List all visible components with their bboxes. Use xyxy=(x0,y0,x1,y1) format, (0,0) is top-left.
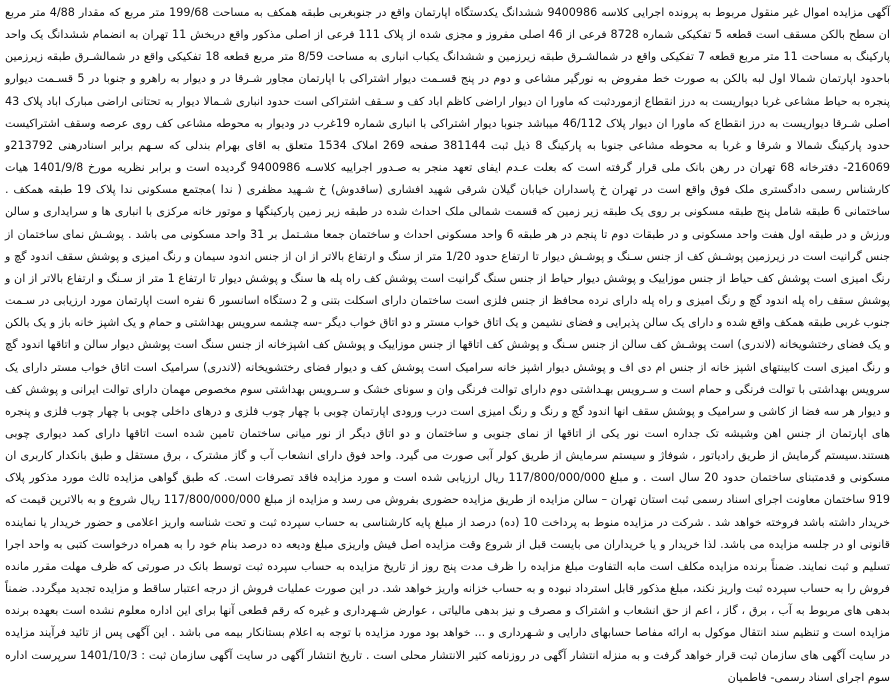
notice-body-text: آگهی مزایده اموال غیر منقول مربوط به پرونده اجرایی کلاسه 9400986 ششدانگ یکدستگاه اپارتمان واقع در جنوبغربی طبقه همکف به مساحت 199/68 متر مربع که مقدار 4/88 متر مربع ان سطح بالکن مسقف است قطعه 5 تفکیکی شماره 8728 فرعی از 46 اصلی مفروز و مجزی شده از پلاک 111 فرعی از اصلی مذکور واقع دربخش 11 تهران به انضمام ششدانگ یک واحد پارکینگ به مساحت 11 متر مربع قطعه 7 تفکیکی واقع در شمالشـرق طبقه زیرزمین و ششدانگ یکباب انباری به مساحت 8/59 متر مربع قطعه 18 تفکیکی واقع در شمالشـرق طبقه زیرزمین باحدود اپارتمان شمالا اول لبه بالکن به صورت خط مفروض به نورگیر مشاعی و دوم در پنج قسـمت دیوار اشتراکی با اپارتمان مجاور شـرقا در و دیوار به راهرو و جنوبا در 5 قسـمت دیوارو پنجره به حیاط مشاعی غربا دیواریست به درز انقطاع ازموردثبت که ماورا ان دیوار اراضی کاظم اباد کف و سـقف اشتراکی است حدود انباری شـمالا دیوار به تحتانی اراضی مبارک اباد پلاک 43 اصلی شـرقا دیواریست به درز انقطاع که ماورا ان دیوار پلاک 46/112 میباشد جنوبا دیوار اشتراکی با انباری شماره 19غرب در ودیوار به محوطه مشاعی کف روی عرصه وسقف اشتراکیست حدود پارکینگ شمالا و شرقا و غربا به محوطه مشاعی جنوبا به پارکینگ 8 ذیل ثبت 381144 صفحه 269 املاک 1534 متعلق به اقای بهرام بندلی که سـهم برابر اسنادرهنی 213792و 216069- دفترخانه 68 تهران در رهن بانک ملی قرار گرفته است که بعلت عـدم ایفای تعهد منجر به صـدور اجراییه کلاسـه 9400986 گردیده است و برابر نظریه مورخ 1401/9/8 هیات کارشناس رسمی دادگستری ملک فوق واقع است در تهران خ پاسداران خیابان گیلان شرقی شهید افشاری (ساقدوش) خ شـهید مظفری ( ندا )مجتمع مسکونی ندا پلاک 19 طبقه همکف . ساختمانی 6 طبقه شامل پنج طبقه مسکونی بر روی یک طبقه زیر زمین که قسمت شمالی ملک احداث شده در طبقه زیر زمین پارکینگها و موتور خانه مرکزی با انباری ها و سرایداری و سالن ورزش و در طبقه اول هفت واحد مسکونی و در طبقات دوم تا پنجم در هر طبقه 6 واحد مسکونی احداث و ساختمان جمعا مشـتمل بر 31 واحد مسکونی می باشد . پوشـش نمای ساختمان از جنس گرانیت است در زیرزمین پوشـش کف از جنس سـنگ و پوشـش دیوار تا ارتفاع حدود 1/20 متر از سنگ و ارتفاع بالاتر از ان از جنس اندود سیمان و رنگ امیزی و پوشش سقف اندود گچ و رنگ امیزی است پوشش کف حیاط از جنس موزاییک و پوشش دیوار حیاط از جنس سنگ گرانیت است پوشش کف راه پله ها سنگ و پوشش دیوار تا ارتفاع 1 متر از سـنگ و ارتفاع بالاتر از ان و پوشش سقف راه پله اندود گچ و رنگ امیزی و راه پله دارای نرده محافظ از جنس فلزی است ساختمان دارای اسکلت بتنی و 2 دستگاه اسانسور 6 نفره است اپارتمان مورد ارزیابی در سـمت جنوب غربی طبقه همکف واقع شده و دارای یک سالن پذیرایی و فضای نشیمن و یک اتاق خواب مستر و دو اتاق خواب دیگر -سه چشمه سرویس بهداشتی و حمام و یک اشپز خانه باز و یک بالکن و یک فضای رختشویخانه (لاندری) است پوشـش کف سالن از جنس سـنگ و پوشش کف اتاقها از جنس موزاییک و پوشش کف اشپزخانه از جنس سنگ است پوشش دیوار سالن و اتاقها اندود گچ و رنگ امیزی است کابینتهای اشپز خانه از جنس ام دی اف و پوشش دیوار اشپز خانه سرامیک است پوشش کف و دیوار فضای رختشویخانه (لاندری) سرامیک است اتاق خواب مستر دارای یک سرویس بهداشتی با توالت فرنگی و حمام است و سـرویس بهـداشتی دوم دارای توالت فرنگی وان و سونای خشک و سـرویس بهداشتی سوم مخصوص مهمان دارای توالت ایرانی و پوشش کف و دیوار هر سه فضا از کاشی و سرامیک و پوشش سقف انها اندود گچ و رنگ و رنگ امیزی است درب ورودی اپارتمان چوبی با چهار چوب فلزی و درهای داخلی چوبی با چهار چوب فلزی و پنجره های اپارتمان از جنس اهن وشیشه تک جداره است نور یکی از اتاقها از نمای جنوبی و ساختمان و دو اتاق دیگر از نور میانی ساختمان تامین شده است اتاقها دارای کمد دیواری چوبی هستند.سیستم گرمایش از طریق رادیاتور ، شوفاژ و سیستم سرمایش از طریق کولر آبی صورت می گیرد. واحد فوق دارای انشعاب آب و گاز مشترک ، برق مستقل و طبق بانکدار کاربری ان مسکونی و قدمتبنای ساختمان حدود 20 سال است . و مبلغ 117/800/000/000 ریال ارزیابی شده است و مورد مزایده فاقد تصرفات است. که طبق گواهی مزایده ثالث مورد مذکور پلاک 919 ساختمان معاونت اجرای اسناد رسمی ثبت استان تهران – سالن مزایده از طریق مزایده حضوری بفروش می رسد و مزایده از مبلغ 117/800/000/000 ریال شروع و به بالاترین قیمت که خریدار داشته باشد فروخته خواهد شد . شرکت در مزایده منوط به پرداخت 10 (ده) درصد از مبلغ پایه کارشناسی به حساب سپرده ثبت و تحت شناسه واریز اعلامی و حضور خریدار یا نماینده قانونی او در جلسه مزایده می باشد. لذا خریدار و یا خریداران می بایست قبل از شروع وقت مزایده اصل فیش واریزی مبلغ ودیعه ده درصد بنام خود را به همراه درخواست کتبی به واحد اجرا تسلیم و ثبت نمایند. ضمناً برنده مزایده مکلف است مابه التفاوت مبلغ مزایده را ظرف مدت پنج روز از تاریخ مزایده به حساب سپرده ثبت توسط بانک در صورتی که ظرف مهلت مقرر مانده فروش را به حساب سپرده ثبت واریز نکند، مبلغ مذکور قابل استرداد نبوده و به حساب خزانه واریز خواهد شد. در این صورت عملیات فروش از درجه اعتبار ساقط و مزایده تجدید میگردد. ضمناً بدهی های مربوط به آب ، برق ، گاز ، اعم از حق انشعاب و اشتراک و مصرف و نیز بدهی مالیاتی ، عوارض شـهرداری و غیره که رقم قطعی آنها برای این اداره معلوم نشده است بعهده برنده مزایده است و تنظیم سند انتقال موکول به ارائه مفاصا حسابهای دارایی و شـهرداری و ... خواهد بود مورد مزایده با توجه به اعلام بستانکار بیمه می باشد . این آگهی پس از تائید فرآیند مزایده در سایت آگهی های سازمان ثبت قرار خواهد گرفت و به منزله انتشار آگهی در روزنامه کثیر الانتشار محلی است . تاریخ انتشار آگهی در سایت آگهی سازمان ثبت : 1401/10/3 سرپرست اداره سوم اجرای اسناد رسمی- فاطمیان xyxy=(5,6,891,684)
